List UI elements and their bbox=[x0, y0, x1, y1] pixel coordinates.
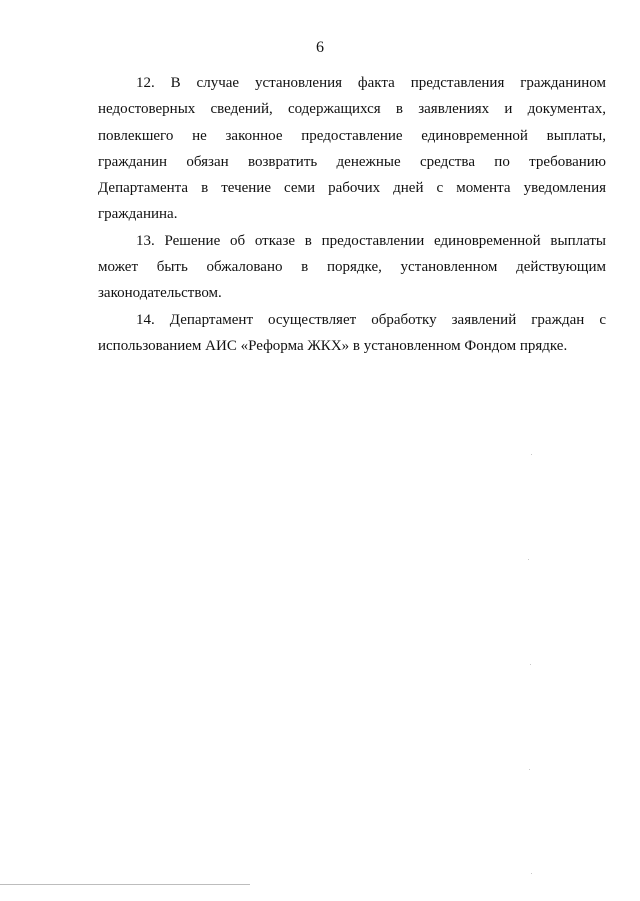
text-line: Департамента в течение семи рабочих дней с момента уведомления bbox=[98, 180, 606, 197]
document-body bbox=[98, 70, 606, 359]
text-line: законодательством. bbox=[98, 285, 222, 302]
text-line: 14. Департамент осуществляет обработку заявлений граждан с bbox=[136, 311, 606, 328]
paragraph-13 bbox=[98, 228, 606, 307]
scan-speck bbox=[528, 559, 529, 560]
text-line: гражданина. bbox=[98, 206, 178, 223]
text-line: 13. Решение об отказе в предоставлении единовременной выплаты bbox=[136, 232, 606, 249]
scan-speck bbox=[529, 769, 530, 770]
text-line: недостоверных сведений, содержащихся в заявлениях и документах, bbox=[98, 101, 606, 118]
page-number: 6 bbox=[316, 39, 324, 56]
paragraph-12 bbox=[98, 70, 606, 228]
scan-speck bbox=[531, 873, 532, 874]
scan-speck bbox=[531, 454, 532, 455]
text-line: повлекшего не законное предоставление единовременной выплаты, bbox=[98, 127, 606, 144]
scan-edge-line bbox=[0, 884, 250, 885]
text-line: 12. В случае установления факта представления гражданином bbox=[136, 75, 606, 91]
text-line: использованием АИС «Реформа ЖКХ» в установленном Фондом прядке. bbox=[98, 337, 568, 354]
text-line: гражданин обязан возвратить денежные средства по требованию bbox=[98, 153, 606, 170]
scan-speck bbox=[530, 664, 531, 665]
paragraph-14 bbox=[98, 307, 606, 360]
text-line: может быть обжаловано в порядке, установленном действующим bbox=[98, 259, 606, 276]
